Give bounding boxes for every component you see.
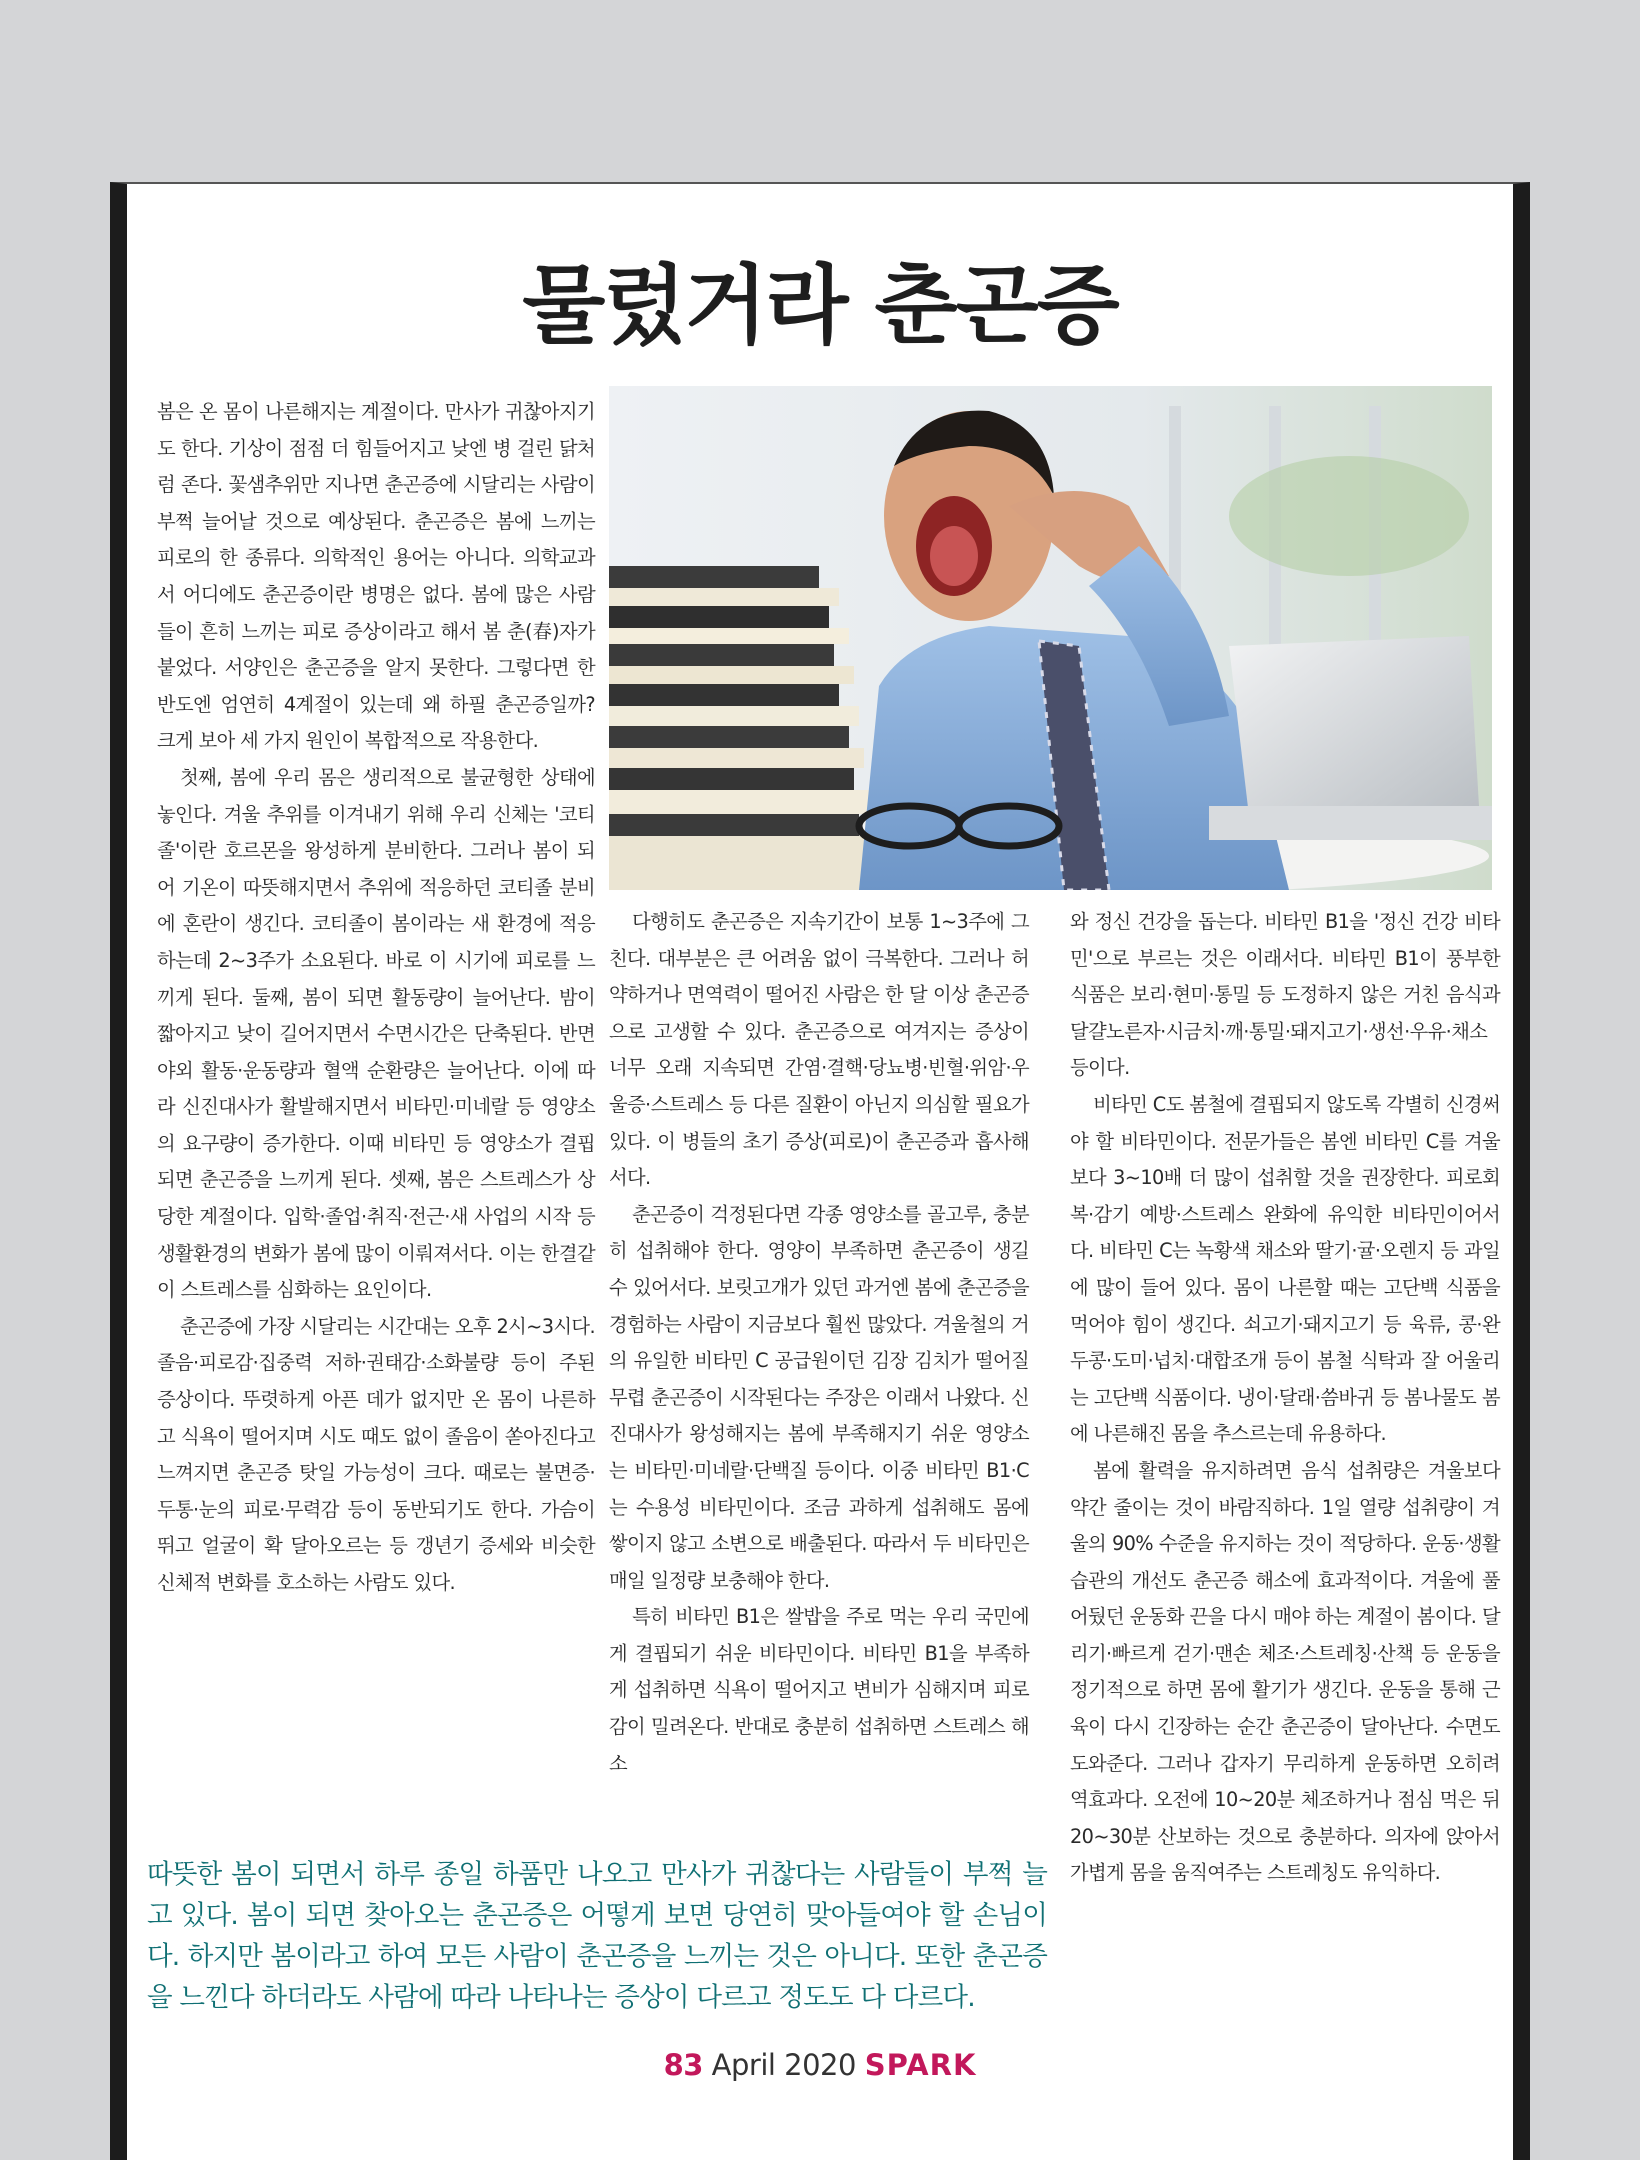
article-column-1: [157, 394, 595, 1602]
paragraph: 특히 비타민 B1은 쌀밥을 주로 먹는 우리 국민에게 결핍되기 쉬운 비타민이다. 비타민 B1을 부족하게 섭취하면 식욕이 떨어지고 변비가 심해지며 피로감이 밀려온다. 반대로 충분히 섭취하면 스트레스 해소: [609, 1605, 1029, 1775]
issue-date: April 2020: [711, 2048, 856, 2082]
paragraph: 와 정신 건강을 돕는다. 비타민 B1을 '정신 건강 비타민'으로 부르는 것은 이래서다. 비타민 B1이 풍부한 식품은 보리·현미·통밀 등 도정하지 않은 거친 음식과 달걀노른자·시금치·깨·통밀·돼지고기·생선·우유·채소 등이다.: [1070, 910, 1500, 1080]
article-column-3: [1070, 904, 1500, 1892]
magazine-page: [110, 182, 1530, 2160]
magazine-name: SPARK: [864, 2048, 977, 2082]
paragraph: 봄은 온 몸이 나른해지는 계절이다. 만사가 귀찮아지기도 한다. 기상이 점점 더 힘들어지고 낮엔 병 걸린 닭처럼 존다. 꽃샘추위만 지나면 춘곤증에 시달리는 사람이 부쩍 늘어날 것으로 예상된다. 춘곤증은 봄에 느끼는 피로의 한 종류다. 의학적인 용어는 아니다. 의학교과서 어디에도 춘곤증이란 병명은 없다. 봄에 많은 사람들이 흔히 느끼는 피로 증상이라고 해서 봄 춘(春)자가 붙었다. 서양인은 춘곤증을 알지 못한다. 그렇다면 한반도엔 엄연히 4계절이 있는데 왜 하필 춘곤증일까? 크게 보아 세 가지 원인이 복합적으로 작용한다.: [157, 400, 595, 753]
paragraph: 춘곤증이 걱정된다면 각종 영양소를 골고루, 충분히 섭취해야 한다. 영양이 부족하면 춘곤증이 생길 수 있어서다. 보릿고개가 있던 과거엔 봄에 춘곤증을 경험하는 사람이 지금보다 훨씬 많았다. 겨울철의 거의 유일한 비타민 C 공급원이던 김장 김치가 떨어질 무렵 춘곤증이 시작된다는 주장은 이래서 나왔다. 신진대사가 왕성해지는 봄에 부족해지기 쉬운 영양소는 비타민·미네랄·단백질 등이다. 이중 비타민 B1·C는 수용성 비타민이다. 조금 과하게 섭취해도 몸에 쌓이지 않고 소변으로 배출된다. 따라서 두 비타민은 매일 일정량 보충해야 한다.: [609, 1202, 1029, 1592]
paragraph: 첫째, 봄에 우리 몸은 생리적으로 불균형한 상태에 놓인다. 겨울 추위를 이겨내기 위해 우리 신체는 '코티졸'이란 호르몬을 왕성하게 분비한다. 그러나 봄이 되어 기온이 따뜻해지면서 추위에 적응하던 코티졸 분비에 혼란이 생긴다. 코티졸이 봄이라는 새 환경에 적응하는데 2~3주가 소요된다. 바로 이 시기에 피로를 느끼게 된다. 둘째, 봄이 되면 활동량이 늘어난다. 밤이 짧아지고 낮이 길어지면서 수면시간은 단축된다. 반면 야외 활동·운동량과 혈액 순환량은 늘어난다. 이에 따라 신진대사가 활발해지면서 비타민·미네랄 등 영양소의 요구량이 증가한다. 이때 비타민 등 영양소가 결핍되면 춘곤증을 느끼게 된다. 셋째, 봄은 스트레스가 상당한 계절이다. 입학·졸업·취직·전근·새 사업의 시작 등 생활환경의 변화가 봄에 많이 이뤄져서다. 이는 한결같이 스트레스를 심화하는 요인이다.: [157, 765, 595, 1302]
paragraph: 춘곤증에 가장 시달리는 시간대는 오후 2시~3시다. 졸음·피로감·집중력 저하·권태감·소화불량 등이 주된 증상이다. 뚜렷하게 아픈 데가 없지만 온 몸이 나른하고 식욕이 떨어지며 시도 때도 없이 졸음이 쏟아진다고 느껴지면 춘곤증 탓일 가능성이 크다. 때로는 불면증·두통·눈의 피로·무력감 등이 동반되기도 한다. 가슴이 뛰고 얼굴이 확 달아오르는 등 갱년기 증세와 비슷한 신체적 변화를 호소하는 사람도 있다.: [157, 1314, 595, 1594]
page-footer: [127, 2048, 1513, 2082]
paragraph: 봄에 활력을 유지하려면 음식 섭취량은 겨울보다 약간 줄이는 것이 바람직하다. 1일 열량 섭취량이 겨울의 90% 수준을 유지하는 것이 적당하다. 운동·생활습관의 개선도 춘곤증 해소에 효과적이다. 겨울에 풀어뒀던 운동화 끈을 다시 매야 하는 계절이 봄이다. 달리기·빠르게 걷기·맨손 체조·스트레칭·산책 등 운동을 정기적으로 하면 몸에 활기가 생긴다. 운동을 통해 근육이 다시 긴장하는 순간 춘곤증이 달아난다. 수면도 도와준다. 그러나 갑자기 무리하게 운동하면 오히려 역효과다. 오전에 10~20분 체조하거나 점심 먹은 뒤 20~30분 산보하는 것으로 충분하다. 의자에 앉아서 가볍게 몸을 움직여주는 스트레칭도 유익하다.: [1070, 1458, 1500, 1885]
article-column-2: [609, 904, 1029, 1782]
yawning-man-photo: [609, 386, 1492, 890]
paragraph: 다행히도 춘곤증은 지속기간이 보통 1~3주에 그친다. 대부분은 큰 어려움 없이 극복한다. 그러나 허약하거나 면역력이 떨어진 사람은 한 달 이상 춘곤증으로 고생할 수 있다. 춘곤증으로 여겨지는 증상이 너무 오래 지속되면 간염·결핵·당뇨병·빈혈·위암·우울증·스트레스 등 다른 질환이 아닌지 의심할 필요가 있다. 이 병들의 초기 증상(피로)이 춘곤증과 흡사해서다.: [609, 910, 1029, 1190]
lead-summary: 따뜻한 봄이 되면서 하루 종일 하품만 나오고 만사가 귀찮다는 사람들이 부쩍 늘고 있다. 봄이 되면 찾아오는 춘곤증은 어떻게 보면 당연히 맞아들여야 할 손님이다. 하지만 봄이라고 하여 모든 사람이 춘곤증을 느끼는 것은 아니다. 또한 춘곤증을 느낀다 하더라도 사람에 따라 나타나는 증상이 다르고 정도도 다 다르다.: [147, 1859, 1047, 2013]
page-title: 물렀거라 춘곤증: [522, 256, 1118, 356]
paragraph: 비타민 C도 봄철에 결핍되지 않도록 각별히 신경써야 할 비타민이다. 전문가들은 봄엔 비타민 C를 겨울보다 3~10배 더 많이 섭취할 것을 권장한다. 피로회복·감기 예방·스트레스 완화에 유익한 비타민이어서다. 비타민 C는 녹황색 채소와 딸기·귤·오렌지 등 과일에 많이 들어 있다. 몸이 나른할 때는 고단백 식품을 먹어야 힘이 생긴다. 쇠고기·돼지고기 등 육류, 콩·완두콩·도미·넙치·대합조개 등이 봄철 식탁과 잘 어울리는 고단백 식품이다. 냉이·달래·씀바귀 등 봄나물도 봄에 나른해진 몸을 추스르는데 유용하다.: [1070, 1092, 1500, 1446]
page-number: 83: [663, 2048, 703, 2082]
